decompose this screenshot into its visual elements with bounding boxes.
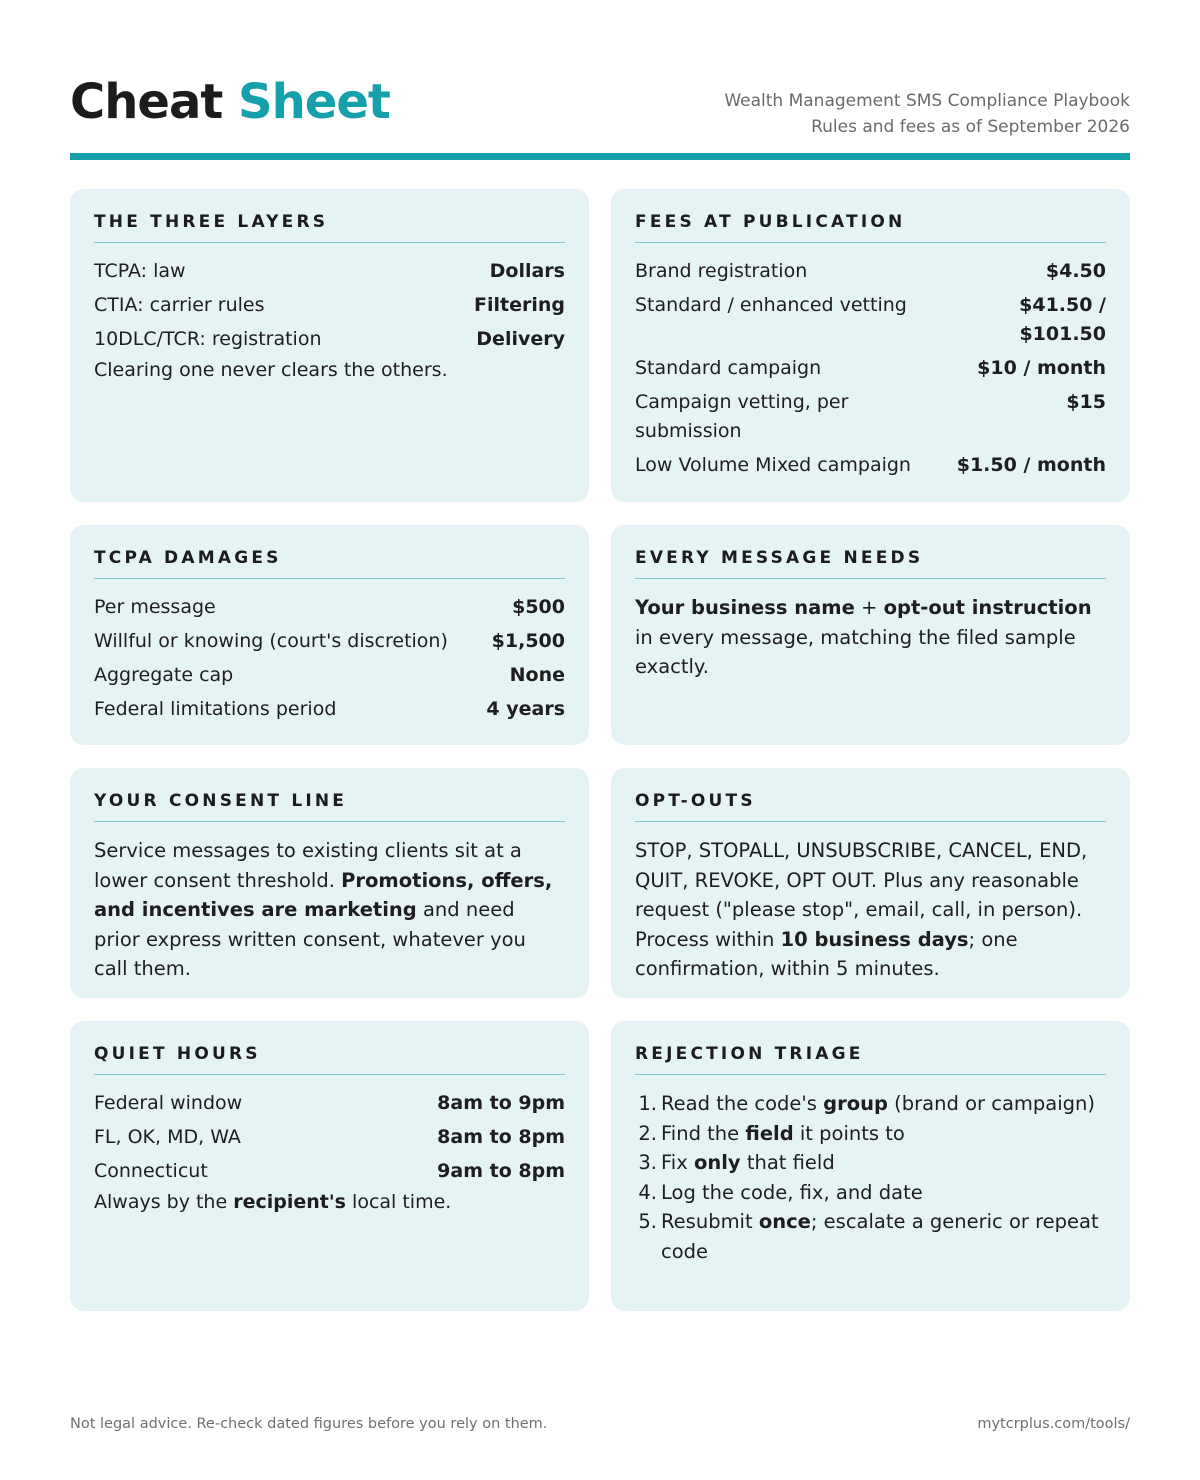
kv-row: [635, 257, 1106, 286]
text-run: STOP, STOPALL, UNSUBSCRIBE, CANCEL, END, QUIT, REVOKE, OPT OUT. Plus any reasonable request ("please stop", email, call, in person). Process within: [635, 839, 1088, 951]
text-run: and need prior express written consent, whatever you call them.: [94, 898, 526, 980]
list-item: [635, 1207, 1106, 1266]
kv-row: [94, 627, 565, 656]
row-label: Per message: [94, 596, 216, 618]
row-label: [635, 388, 848, 446]
row-value: None: [509, 664, 565, 686]
step-text: [661, 1089, 1095, 1119]
row-value: Delivery: [476, 328, 565, 350]
text-run: local time.: [346, 1191, 452, 1213]
card-quiet-hours: [70, 1021, 589, 1311]
step-text: [661, 1119, 905, 1149]
kv-row: [635, 291, 1106, 349]
row-label: Brand registration: [635, 260, 808, 282]
layers-note: Clearing one never clears the others.: [94, 359, 448, 381]
text-run: Find the: [661, 1121, 746, 1145]
step-number: 5.: [638, 1210, 657, 1233]
row-value: $15: [1066, 391, 1106, 413]
text-run: it points to: [793, 1121, 905, 1145]
page-subtitle: [724, 88, 1130, 140]
card-opt-outs: [611, 768, 1130, 998]
card-title: QUIET HOURS: [94, 1043, 565, 1075]
row-value: 8am to 8pm: [437, 1126, 565, 1148]
quiet-note: [94, 1188, 565, 1217]
row-label: Standard campaign: [635, 357, 822, 379]
card-title: FEES AT PUBLICATION: [635, 211, 1106, 243]
row-label-line-1: Campaign vetting, per: [635, 391, 849, 413]
step-number: 2.: [638, 1121, 657, 1145]
row-value: $1,500: [491, 630, 565, 652]
step-text: [661, 1178, 923, 1208]
kv-row: [635, 451, 1106, 480]
bold-text: field: [745, 1121, 794, 1145]
bold-text: Promotions, offers, and incentives are marketing: [94, 868, 553, 921]
message-text: [635, 593, 1106, 682]
bold-text: opt-out instruction: [883, 596, 1092, 619]
triage-steps: [635, 1089, 1106, 1266]
bold-text: only: [693, 1151, 741, 1174]
step-text: [661, 1207, 1106, 1266]
row-value: 4 years: [486, 698, 565, 720]
title-main: Cheat: [70, 74, 223, 130]
kv-row: [635, 388, 1106, 446]
header: [70, 70, 1130, 160]
row-value: Dollars: [489, 260, 565, 282]
step-number: 3.: [638, 1151, 657, 1174]
footer-url-link[interactable]: mytcrplus.com/tools/: [977, 1416, 1130, 1432]
text-run: in every message, matching the filed sample exactly.: [635, 625, 1076, 678]
row-label: TCPA: law: [94, 260, 186, 282]
footer-disclaimer: Not legal advice. Re-check dated figures before you rely on them.: [70, 1416, 548, 1432]
row-label: FL, OK, MD, WA: [94, 1126, 241, 1148]
list-item: [635, 1148, 1106, 1178]
kv-row: [635, 354, 1106, 383]
kv-row: [94, 1123, 565, 1152]
text-run: Always by the: [94, 1191, 234, 1213]
row-label: 10DLC/TCR: registration: [94, 328, 322, 350]
row-value: Filtering: [474, 294, 565, 316]
card-title: TCPA DAMAGES: [94, 547, 565, 579]
list-item: [635, 1089, 1106, 1119]
kv-row: [94, 593, 565, 622]
card-tcpa-damages: [70, 525, 589, 745]
text-run: Resubmit: [661, 1210, 759, 1233]
card-three-layers: [70, 189, 589, 502]
bold-text: recipient's: [233, 1191, 346, 1213]
kv-row: [94, 661, 565, 690]
card-fees: [611, 189, 1130, 502]
consent-text: [94, 836, 565, 984]
text-run: Read the code's: [661, 1092, 824, 1115]
text-run: Log the code, fix, and date: [661, 1180, 923, 1204]
text-run: (brand or campaign): [887, 1092, 1095, 1115]
row-label: Low Volume Mixed campaign: [635, 454, 911, 476]
card-consent-line: [70, 768, 589, 998]
kv-row: [94, 1157, 565, 1186]
row-label: Standard / enhanced vetting: [635, 294, 907, 316]
card-title: YOUR CONSENT LINE: [94, 790, 565, 822]
kv-row: [94, 1089, 565, 1118]
row-value: $10 / month: [977, 357, 1106, 379]
step-number: 4.: [638, 1180, 657, 1204]
bold-text: group: [823, 1092, 888, 1115]
row-value-line-2: $101.50: [1019, 323, 1106, 345]
bold-text: 10 business days: [780, 927, 969, 951]
row-value: $1.50 / month: [956, 454, 1106, 476]
card-title: OPT-OUTS: [635, 790, 1106, 822]
text-run: Fix: [661, 1151, 694, 1174]
row-value-line-1: $41.50 /: [1019, 294, 1106, 316]
row-value: $500: [512, 596, 565, 618]
row-value: 9am to 8pm: [437, 1160, 565, 1182]
text-run: +: [854, 596, 884, 619]
step-number: 1.: [638, 1092, 657, 1115]
kv-row: [94, 257, 565, 286]
card-title: THE THREE LAYERS: [94, 211, 565, 243]
bold-text: once: [758, 1210, 811, 1233]
text-run: that field: [740, 1151, 835, 1174]
row-label: Connecticut: [94, 1160, 208, 1182]
kv-row: [94, 695, 565, 724]
row-value: $4.50: [1045, 260, 1106, 282]
kv-row: [94, 291, 565, 320]
card-title: EVERY MESSAGE NEEDS: [635, 547, 1106, 579]
card-every-message: [611, 525, 1130, 745]
row-value: 8am to 9pm: [437, 1092, 565, 1114]
title-accent: Sheet: [238, 74, 390, 130]
text-run: ; escalate a generic or repeat code: [661, 1210, 1099, 1263]
text-run: ; one confirmation, within 5 minutes.: [635, 927, 1018, 980]
optouts-text: [635, 836, 1106, 984]
row-label: Aggregate cap: [94, 664, 234, 686]
card-title: REJECTION TRIAGE: [635, 1043, 1106, 1075]
list-item: [635, 1178, 1106, 1208]
step-text: [661, 1148, 835, 1178]
subtitle-line-2: Rules and fees as of September 2026: [811, 117, 1130, 137]
header-divider: [70, 153, 1130, 160]
row-label-line-2: submission: [635, 420, 742, 442]
bold-text: Your business name: [635, 596, 855, 619]
subtitle-line-1: Wealth Management SMS Compliance Playbook: [724, 91, 1130, 111]
row-label: Federal window: [94, 1092, 243, 1114]
row-value: [1019, 291, 1106, 349]
row-label: CTIA: carrier rules: [94, 294, 265, 316]
list-item: [635, 1119, 1106, 1149]
row-label: Willful or knowing (court's discretion): [94, 630, 448, 652]
text-run: Service messages to existing clients sit at a lower consent threshold.: [94, 839, 522, 892]
row-label: Federal limitations period: [94, 698, 337, 720]
page-title: [70, 72, 390, 132]
kv-row: [94, 325, 565, 354]
card-rejection-triage: [611, 1021, 1130, 1311]
